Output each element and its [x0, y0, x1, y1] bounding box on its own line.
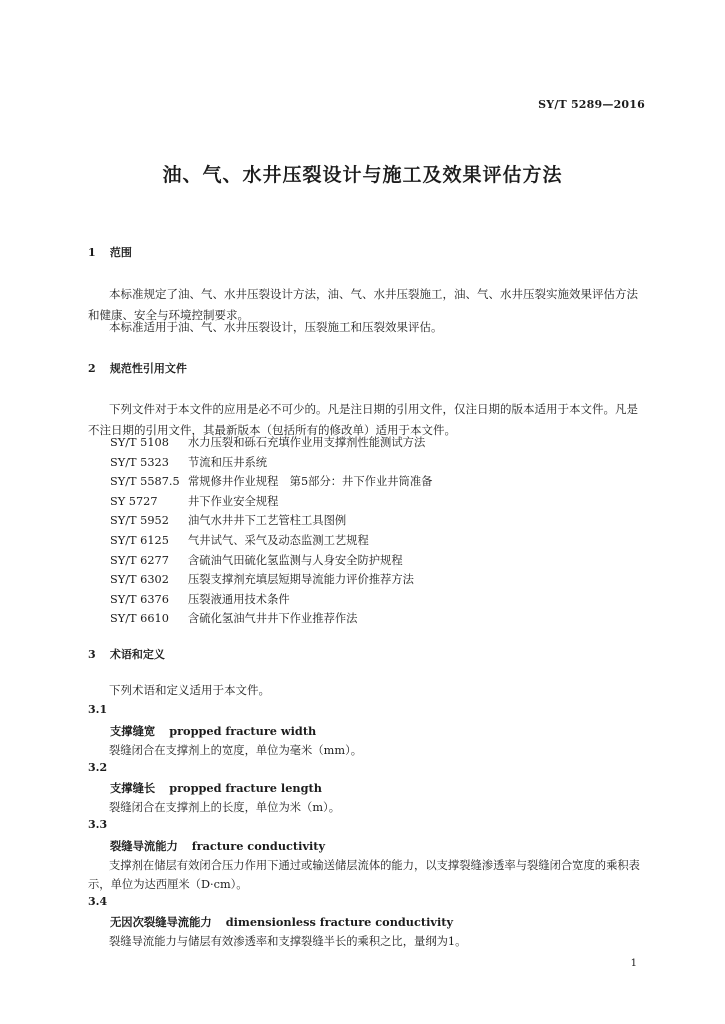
term-name [110, 780, 322, 796]
reference-code: SY/T 5323 [110, 455, 169, 469]
scope-paragraph-1: 本标准规定了油、气、水井压裂设计方法，油、气、水井压裂施工，油、气、水井压裂实施效果评估方法和健康、安全与环境控制要求。 [88, 287, 638, 322]
term-name [110, 914, 453, 930]
reference-title: 水力压裂和砾石充填作业用支撑剂性能测试方法 [188, 436, 426, 449]
reference-code: SY/T 6277 [110, 553, 169, 567]
section-heading-scope [88, 244, 132, 260]
reference-title: 压裂支撑剂充填层短期导流能力评价推荐方法 [188, 573, 414, 587]
term-number: 3.1 [88, 703, 108, 716]
term-name-en: dimensionless fracture conductivity [225, 915, 454, 929]
term-name-en: propped fracture length [169, 781, 322, 795]
term-name-zh: 无因次裂缝导流能力 [110, 915, 212, 929]
term-name-en: propped fracture width [169, 724, 317, 738]
section-heading-normative [88, 360, 187, 376]
reference-code: SY 5727 [110, 494, 158, 508]
term-name [110, 838, 325, 854]
reference-list [110, 433, 432, 629]
reference-title: 气井试气、采气及动态监测工艺规程 [188, 533, 369, 547]
term-number: 3.3 [88, 818, 108, 831]
term-number: 3.4 [88, 895, 108, 908]
reference-title: 压裂液通用技术条件 [188, 592, 290, 606]
reference-title: 节流和压井系统 [188, 455, 268, 469]
reference-code: SY/T 5587.5 [110, 475, 180, 489]
reference-item [110, 433, 432, 453]
normative-intro: 下列文件对于本文件的应用是必不可少的。凡是注日期的引用文件，仅注日期的版本适用于本文件。凡是不注日期的引用文件，其最新版本（包括所有的修改单）适用于本文件。 [88, 402, 638, 437]
reference-code: SY/T 5952 [110, 514, 169, 528]
term-number: 3.2 [88, 761, 108, 774]
section-number: 3 [88, 648, 96, 661]
reference-title: 含硫油气田硫化氢监测与人身安全防护规程 [188, 553, 403, 567]
standard-code: SY/T 5289—2016 [538, 98, 645, 111]
reference-item [110, 531, 432, 551]
page-number: 1 [630, 958, 637, 969]
reference-item [110, 472, 432, 492]
section-number: 2 [88, 362, 96, 375]
reference-code: SY/T 6125 [110, 533, 169, 547]
term-definition: 裂缝导流能力与储层有效渗透率和支撑裂缝半长的乘积之比，量纲为1。 [109, 935, 467, 948]
term-definition: 支撑剂在储层有效闭合压力作用下通过或输送储层流体的能力，以支撑裂缝渗透率与裂缝闭合宽度的乘积表示，单位为达西厘米（D·cm）。 [88, 859, 640, 891]
scope-paragraph-2: 本标准适用于油、气、水井压裂设计，压裂施工和压裂效果评估。 [109, 320, 443, 334]
reference-item [110, 492, 432, 512]
reference-title: 油气水井井下工艺管柱工具图例 [188, 514, 347, 528]
section-heading-terms [88, 646, 165, 662]
reference-code: SY/T 6376 [110, 592, 169, 606]
reference-item [110, 590, 432, 610]
reference-title: 含硫化氢油气井井下作业推荐作法 [188, 612, 358, 626]
section-title: 范围 [109, 246, 132, 259]
reference-code: SY/T 6610 [110, 612, 169, 626]
term-name-zh: 裂缝导流能力 [110, 839, 178, 853]
reference-item [110, 609, 432, 629]
reference-title: 井下作业安全规程 [188, 494, 279, 508]
reference-item [110, 570, 432, 590]
term-definition: 裂缝闭合在支撑剂上的宽度，单位为毫米（mm）。 [109, 744, 363, 757]
term-name-en: fracture conductivity [191, 839, 326, 853]
reference-item [110, 511, 432, 531]
section-title: 规范性引用文件 [109, 362, 187, 375]
term-name-zh: 支撑缝长 [110, 781, 156, 795]
reference-code: SY/T 6302 [110, 573, 169, 587]
term-name-zh: 支撑缝宽 [110, 724, 156, 738]
reference-item [110, 551, 432, 571]
terms-intro: 下列术语和定义适用于本文件。 [109, 683, 270, 697]
reference-title: 常规修井作业规程 第5部分：井下作业井筒准备 [188, 475, 433, 489]
reference-code: SY/T 5108 [110, 436, 169, 449]
document-title: 油、气、水井压裂设计与施工及效果评估方法 [162, 164, 563, 186]
term-definition: 裂缝闭合在支撑剂上的长度，单位为米（m）。 [109, 801, 341, 814]
reference-item [110, 453, 432, 473]
section-title: 术语和定义 [109, 648, 165, 661]
section-number: 1 [88, 246, 96, 259]
term-name [110, 723, 316, 739]
